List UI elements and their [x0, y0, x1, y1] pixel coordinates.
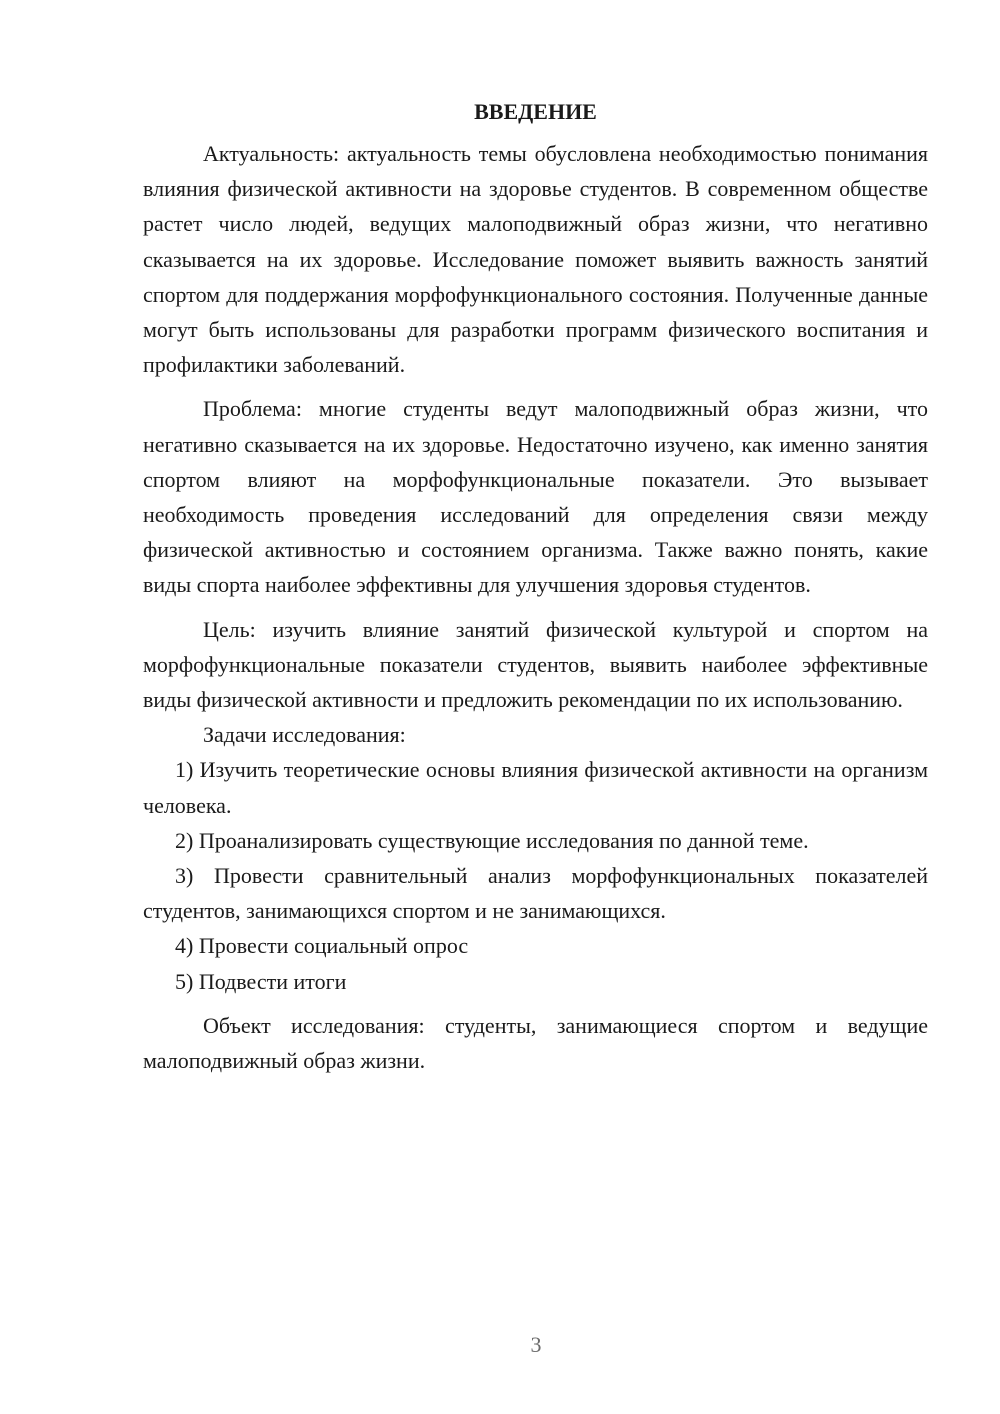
tasks-heading: Задачи исследования:	[203, 722, 406, 748]
task-item-5: 5) Подвести итоги	[175, 968, 347, 994]
page-number: 3	[530, 1332, 542, 1357]
paragraph-goal: Цель: изучить влияние занятий физической культурой и спортом на морфофункциональные показатели студентов, выявить наиболее эффективные виды физической активности и предложить рекомендации по их использованию.	[143, 616, 928, 713]
task-item-1: 1) Изучить теоретические основы влияния физической активности на организм человека.	[143, 757, 928, 818]
page-title: ВВЕДЕНИЕ	[474, 99, 597, 124]
task-item-2: 2) Проанализировать существующие исследования по данной теме.	[175, 827, 809, 853]
task-item-4: 4) Провести социальный опрос	[175, 933, 469, 959]
task-item-3: 3) Провести сравнительный анализ морфофункциональных показателей студентов, занимающихся спортом и не занимающихся.	[143, 863, 928, 924]
paragraph-object: Объект исследования: студенты, занимающиеся спортом и ведущие малоподвижный образ жизни.	[143, 1012, 928, 1074]
paragraph-problem: Проблема: многие студенты ведут малоподвижный образ жизни, что негативно сказывается на их здоровье. Недостаточно изучено, как именно занятия спортом влияют на морфофункциональные показатели. Это вызывает необходимость проведения исследований для определения связи между физической активностью и состоянием организма. Также важно понять, какие виды спорта наиболее эффективны для улучшения здоровья студентов.	[143, 396, 928, 598]
page-content	[143, 94, 928, 1078]
paragraph-relevance: Актуальность: актуальность темы обусловлена необходимостью понимания влияния физической активности на здоровье студентов. В современном обществе растет число людей, ведущих малоподвижный образ жизни, что негативно сказывается на их здоровье. Исследование поможет выявить важность занятий спортом для поддержания морфофункционального состояния. Полученные данные могут быть использованы для разработки программ физического воспитания и профилактики заболеваний.	[143, 141, 928, 378]
